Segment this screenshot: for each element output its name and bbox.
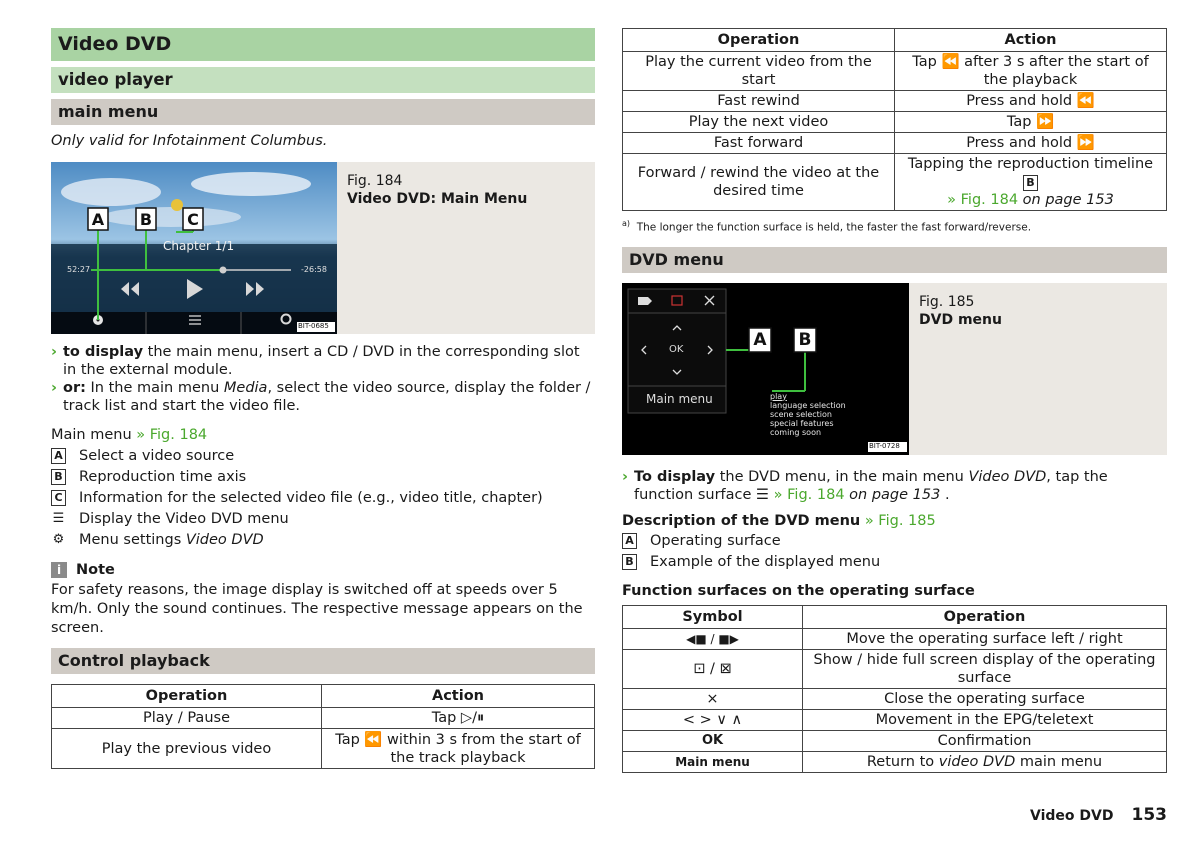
description-title: Description of the DVD menu <box>622 512 861 529</box>
menu-item: coming soon <box>770 427 822 437</box>
subheading-main-menu: main menu <box>51 99 595 125</box>
dvd-menu-screenshot <box>622 283 909 455</box>
main-menu-button: Main menu <box>646 391 713 406</box>
bullet-italic: Video DVD <box>968 468 1047 485</box>
table-cell: Confirmation <box>803 730 1167 751</box>
figure-link[interactable]: » Fig. 184 <box>136 427 208 443</box>
cell-text: Return to <box>866 753 939 770</box>
figure-link[interactable]: » Fig. 184 <box>947 192 1019 208</box>
table-row <box>623 628 1167 649</box>
figure-code: BIT-0685 <box>298 322 329 330</box>
instruction-bullet: › To display the DVD menu, in the main menu Video DVD, tap the function surface ☰ » Fig. 184 on page 153 . <box>622 468 1108 503</box>
table-cell: Forward / rewind the video at the desired time <box>623 154 895 211</box>
table-row <box>623 649 1167 688</box>
bullet-text: In the main menu <box>85 380 224 396</box>
table-cell: OK <box>623 730 803 751</box>
operation-table <box>622 28 1167 211</box>
table-row <box>623 709 1167 730</box>
cell-text: main menu <box>1015 753 1103 770</box>
table-cell: Fast rewind <box>623 91 895 112</box>
table-row <box>623 91 1167 112</box>
page-number: 153 <box>1131 805 1167 825</box>
table-row <box>623 688 1167 709</box>
table-cell: Move the operating surface left / right <box>803 628 1167 649</box>
legend-text: Operating surface <box>650 533 781 549</box>
table-cell: Play the current video from the start <box>623 52 895 91</box>
legend-title: Main menu <box>51 427 132 443</box>
subheading-dvd-menu: DVD menu <box>622 247 1167 273</box>
legend-italic: Video DVD <box>185 531 264 548</box>
video-player-screenshot <box>51 162 337 334</box>
legend-item <box>51 445 595 466</box>
legend-text: Menu settings <box>79 531 182 548</box>
note-title: Note <box>76 562 115 578</box>
legend-item <box>51 487 595 508</box>
instruction-bullet-1 <box>51 343 595 379</box>
table-cell: Tap ▷/⏸ <box>322 708 595 729</box>
legend-heading <box>51 425 595 445</box>
bullet-text: , select the video source, display the folder / track list and start the video file. <box>63 380 591 414</box>
right-column <box>622 28 1167 773</box>
callout-c: C <box>187 210 199 229</box>
arrow-icon: › <box>51 380 57 396</box>
bullet-italic: Media <box>223 380 268 396</box>
legend-key: C <box>51 490 66 506</box>
table-header: Operation <box>623 29 895 52</box>
callout-a: A <box>753 329 767 350</box>
subheading-video-player: video player <box>51 67 595 93</box>
footer-section-title: Video DVD <box>1030 808 1114 824</box>
ok-button: OK <box>669 343 684 355</box>
table-cell: Press and hold ⏩ <box>895 133 1167 154</box>
legend-key: B <box>51 469 66 485</box>
figure-title: DVD menu <box>919 311 1002 328</box>
elapsed-time: 52:27 <box>67 265 91 274</box>
subheading-control-playback: Control playback <box>51 648 595 674</box>
bullet-text: the main menu, insert a CD / DVD in the corresponding slot in the external module. <box>63 344 580 378</box>
playback-table <box>51 684 595 769</box>
table-cell: Movement in the EPG/teletext <box>803 709 1167 730</box>
remaining-time: -26:58 <box>301 265 327 274</box>
figure-title: Video DVD: Main Menu <box>347 191 528 207</box>
table-cell: Play / Pause <box>52 708 322 729</box>
arrow-icon: › <box>622 468 628 485</box>
legend-item <box>51 508 595 529</box>
footnote-mark: a) <box>622 219 631 228</box>
legend-key: A <box>51 448 66 464</box>
table-cell: < > ∨ ∧ <box>623 709 803 730</box>
instruction-bullet-2 <box>51 379 595 415</box>
table-cell: Play the next video <box>623 112 895 133</box>
legend-text: Example of the displayed menu <box>650 554 881 570</box>
bullet-text: the DVD menu, in the main menu <box>715 468 969 485</box>
bullet-text: , tap the function surface <box>634 468 1108 503</box>
description-heading <box>622 511 1167 531</box>
table-header: Operation <box>803 605 1167 628</box>
legend-text: Select a video source <box>79 447 235 464</box>
note-heading <box>51 562 595 578</box>
footnote-text: The longer the function surface is held, the faster the fast forward/reverse. <box>636 221 1032 234</box>
table-cell: Close the operating surface <box>803 688 1167 709</box>
arrow-icon: › <box>51 344 57 360</box>
table-cell: Tap ⏪ after 3 s after the start of the playback <box>895 52 1167 91</box>
section-heading-video-dvd: Video DVD <box>51 28 595 61</box>
settings-gear-icon: ⚙ <box>52 532 65 547</box>
figure-185 <box>622 283 1167 455</box>
bullet-label: or: <box>63 380 86 396</box>
figure-number: Fig. 185 <box>919 293 975 310</box>
callout-b: B <box>139 210 153 229</box>
left-column <box>51 28 595 769</box>
menu-item: play <box>770 391 787 401</box>
table-cell: ◀■ / ■▶ <box>623 628 803 649</box>
table-row <box>623 730 1167 751</box>
table-cell: Show / hide full screen display of the operating surface <box>803 649 1167 688</box>
legend-item <box>622 531 1167 552</box>
legend-item <box>51 529 595 550</box>
table-cell: Main menu <box>623 751 803 772</box>
footnote <box>622 219 1167 234</box>
dvd-menu-graphic <box>622 283 909 455</box>
legend-item <box>622 552 1167 573</box>
bullet-label: To display <box>634 468 716 485</box>
legend-text: Reproduction time axis <box>79 468 247 485</box>
table-header: Symbol <box>623 605 803 628</box>
chapter-label: Chapter 1/1 <box>163 239 235 253</box>
table-row <box>623 112 1167 133</box>
legend-text: Information for the selected video file (e.g., video title, chapter) <box>79 489 543 506</box>
callout-a: A <box>91 210 105 229</box>
legend-key: B <box>1023 175 1038 191</box>
info-icon: i <box>51 562 67 578</box>
table-header: Action <box>895 29 1167 52</box>
table-row <box>623 133 1167 154</box>
symbol-table <box>622 605 1167 773</box>
dvd-menu-list <box>770 392 846 437</box>
table-cell: Tap ⏪ within 3 s from the start of the track playback <box>322 729 595 769</box>
legend-text: Display the Video DVD menu <box>79 510 289 527</box>
figure-184-caption <box>337 162 537 334</box>
function-surfaces-heading: Function surfaces on the operating surface <box>622 582 975 599</box>
cell-text: Tapping the reproduction timeline <box>907 156 1154 172</box>
table-header: Operation <box>52 685 322 708</box>
table-cell: Play the previous video <box>52 729 322 769</box>
cell-italic: video DVD <box>938 753 1016 770</box>
callout-b: B <box>798 329 812 350</box>
table-cell: Fast forward <box>623 133 895 154</box>
menu-item: scene selection <box>770 409 832 419</box>
note-text: For safety reasons, the image display is switched off at speeds over 5 km/h. Only the sound continues. The respective message appears on the screen. <box>51 582 583 636</box>
page-ref: on page 153 <box>849 486 941 503</box>
page-ref: on page 153 <box>1022 192 1114 208</box>
figure-185-caption <box>909 283 1012 455</box>
page-footer <box>1030 805 1167 825</box>
table-cell: Press and hold ⏪ <box>895 91 1167 112</box>
menu-item: language selection <box>770 400 846 410</box>
menu-item: special features <box>770 418 834 428</box>
legend-key: A <box>622 533 637 549</box>
table-cell: × <box>623 688 803 709</box>
figure-link[interactable]: » Fig. 184 <box>773 486 845 503</box>
table-cell <box>895 154 1167 211</box>
figure-code: BIT-0728 <box>869 441 900 450</box>
figure-link[interactable]: » Fig. 185 <box>864 512 936 529</box>
table-cell: Tap ⏩ <box>895 112 1167 133</box>
list-menu-icon: ☰ <box>756 486 770 503</box>
legend-item <box>51 466 595 487</box>
legend-key: B <box>622 554 637 570</box>
figure-number: Fig. 184 <box>347 173 403 189</box>
bullet-label: to display <box>63 344 144 360</box>
list-menu-icon: ☰ <box>52 511 65 526</box>
table-cell: ⊡ / ⊠ <box>623 649 803 688</box>
table-row <box>623 751 1167 772</box>
validity-note: Only valid for Infotainment Columbus. <box>51 133 328 149</box>
table-header: Action <box>322 685 595 708</box>
table-row <box>623 154 1167 211</box>
table-row <box>52 729 595 769</box>
table-row <box>623 52 1167 91</box>
figure-184 <box>51 162 595 334</box>
table-cell <box>803 751 1167 772</box>
table-row <box>52 708 595 729</box>
